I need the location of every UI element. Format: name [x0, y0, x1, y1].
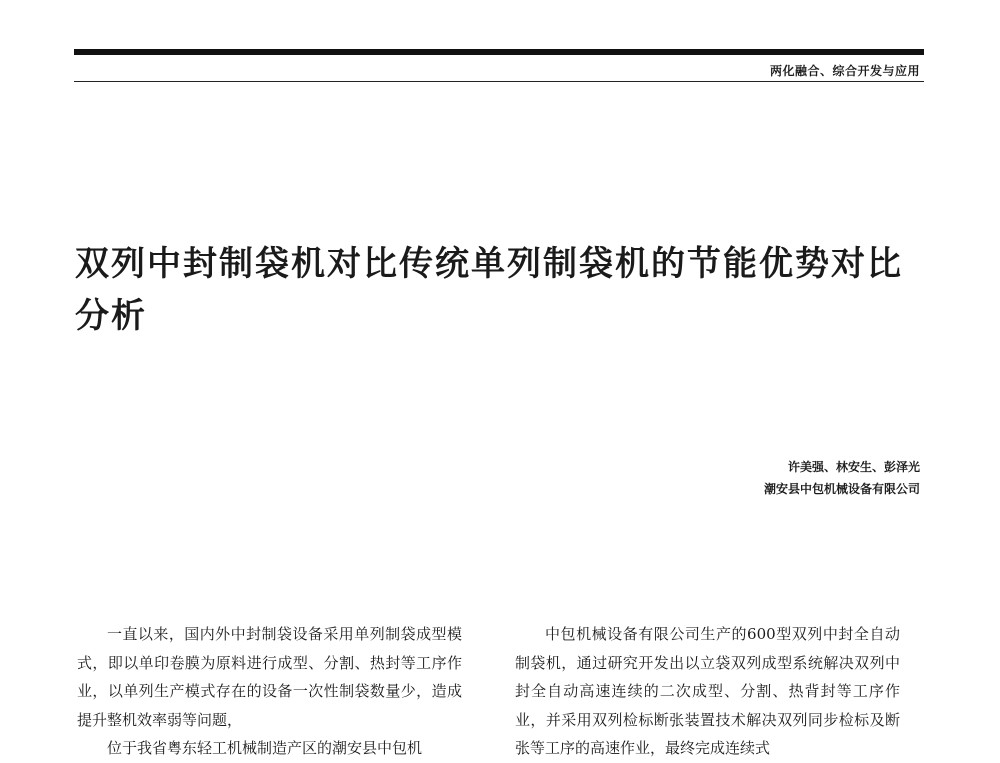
body-paragraph: 一直以来，国内外中封制袋设备采用单列制袋成型模式，即以单印卷膜为原料进行成型、分割、热封等工序作业，以单列生产模式存在的设备一次性制袋数量少，造成提升整机效率弱等问题， [77, 625, 462, 729]
article-affiliation: 潮安县中包机械设备有限公司 [763, 482, 920, 496]
section-label: 两化融合、综合开发与应用 [769, 64, 920, 78]
header-rule-thin [74, 81, 924, 82]
article-authors: 许美强、林安生、彭泽光 [787, 460, 920, 474]
body-column-right [515, 620, 900, 763]
body-column-left [77, 620, 462, 763]
body-paragraph: 位于我省粤东轻工机械制造产区的潮安县中包机 [107, 739, 423, 757]
header-rule-thick [74, 49, 924, 55]
body-paragraph: 中包机械设备有限公司生产的600型双列中封全自动制袋机，通过研究开发出以立袋双列成型系统解决双列中封全自动高速连续的二次成型、分割、热背封等工序作业，并采用双列检标断张装置技术解决双列同步检标及断张等工序的高速作业，最终完成连续式 [515, 625, 900, 757]
article-title: 双列中封制袋机对比传统单列制袋机的节能优势对比分析 [75, 244, 903, 336]
